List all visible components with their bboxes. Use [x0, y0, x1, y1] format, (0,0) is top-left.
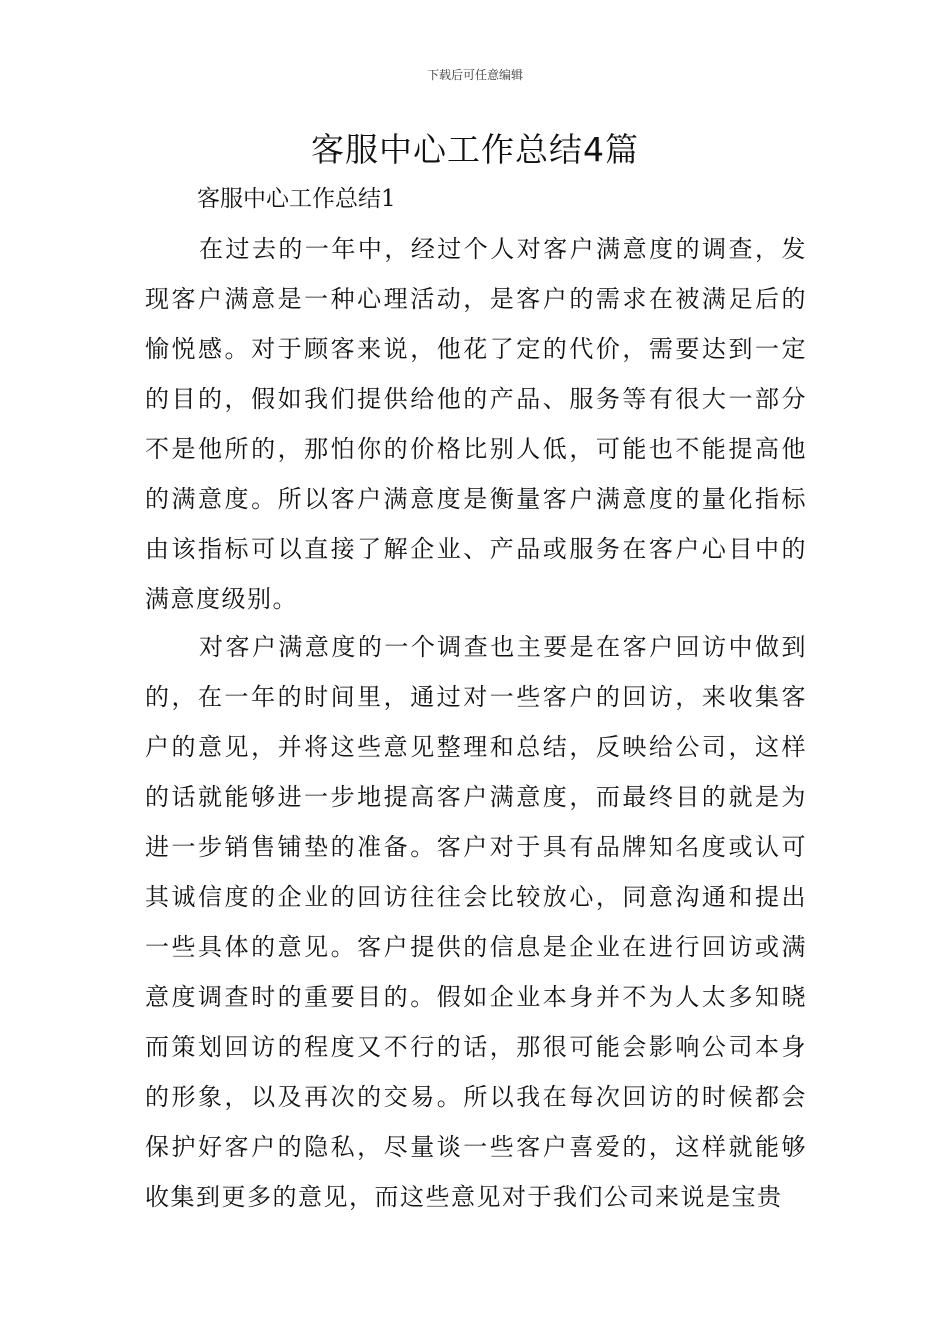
- header-note: 下载后可任意编辑: [426, 68, 523, 82]
- section-heading: 客服中心工作总结1: [197, 186, 396, 212]
- document-title: 客服中心工作总结4篇: [311, 130, 639, 169]
- body-paragraph: 对客户满意度的一个调查也主要是在客户回访中做到的，在一年的时间里，通过对一些客户的回访，来收集客户的意见，并将这些意见整理和总结，反映给公司，这样的话就能够进一步地提高客户满意度，而最终目的就是为进一步销售铺垫的准备。客户对于具有品牌知名度或认可其诚信度的企业的回访往往会比较放心，同意沟通和提出一些具体的意见。客户提供的信息是企业在进行回访或满意度调查时的重要目的。假如企业本身并不为人太多知晓而策划回访的程度又不行的话，那很可能会影响公司本身的形象，以及再次的交易。所以我在每次回访的时候都会保护好客户的隐私，尽量谈一些客户喜爱的，这样就能够收集到更多的意见，而这些意见对于我们公司来说是宝贵: [145, 633, 807, 1211]
- body-paragraph: 在过去的一年中，经过个人对客户满意度的调查，发现客户满意是一种心理活动，是客户的需求在被满足后的愉悦感。对于顾客来说，他花了定的代价，需要达到一定的目的，假如我们提供给他的产品、服务等有很大一部分不是他所的，那怕你的价格比别人低，可能也不能提高他的满意度。所以客户满意度是衡量客户满意度的量化指标由该指标可以直接了解企业、产品或服务在客户心目中的满意度级别。: [145, 235, 807, 613]
